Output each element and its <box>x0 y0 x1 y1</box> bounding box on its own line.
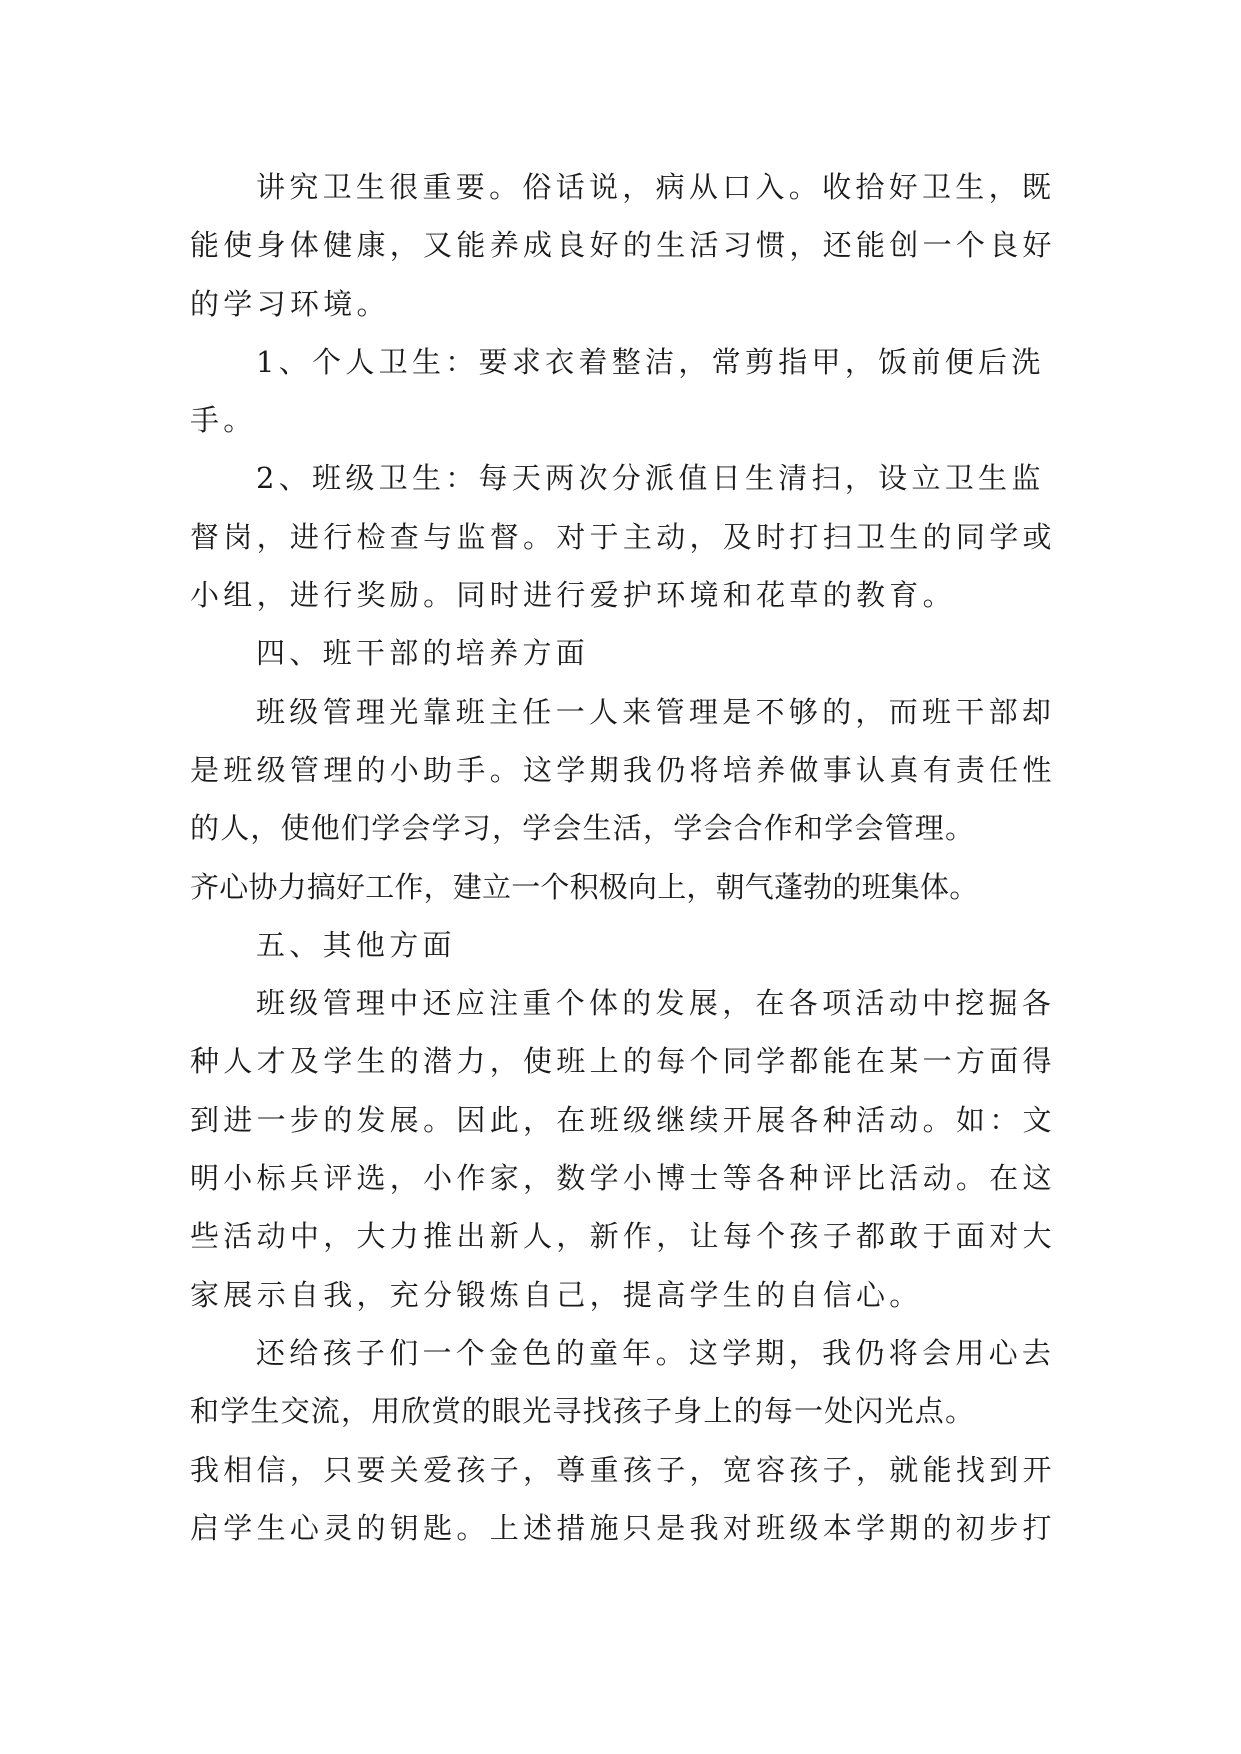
paragraph-line: 的人，使他们学会学习，学会生活，学会合作和学会管理。 <box>190 811 976 846</box>
paragraph-line: 的学习环境。 <box>190 286 390 321</box>
paragraph-line: 家展示自我，充分锻炼自己，提高学生的自信心。 <box>190 1277 923 1312</box>
document-body <box>190 158 1060 1557</box>
paragraph-line: 2、班级卫生：每天两次分派值日生清扫，设立卫生监 <box>256 461 1045 496</box>
paragraph-line: 班级管理光靠班主任一人来管理是不够的，而班干部却 <box>256 694 1056 729</box>
section-heading: 四、班干部的培养方面 <box>256 636 590 671</box>
paragraph-line: 我相信，只要关爱孩子，尊重孩子，宽容孩子，就能找到开 <box>190 1452 1056 1487</box>
paragraph-line: 班级管理中还应注重个体的发展，在各项活动中挖掘各 <box>256 986 1056 1021</box>
paragraph-line: 齐心协力搞好工作，建立一个积极向上，朝气蓬勃的班集体。 <box>190 869 979 904</box>
section-heading: 五、其他方面 <box>256 927 456 962</box>
paragraph-line: 小组，进行奖励。同时进行爱护环境和花草的教育。 <box>190 578 956 613</box>
paragraph-line: 手。 <box>190 403 257 438</box>
paragraph-line: 督岗，进行检查与监督。对于主动，及时打扫卫生的同学或 <box>190 519 1056 554</box>
paragraph-line: 些活动中，大力推出新人，新作，让每个孩子都敢于面对大 <box>190 1219 1056 1254</box>
paragraph-line: 讲究卫生很重要。俗话说，病从口入。收拾好卫生，既 <box>256 170 1056 204</box>
paragraph-line: 明小标兵评选，小作家，数学小博士等各种评比活动。在这 <box>190 1161 1056 1196</box>
paragraph-line: 是班级管理的小助手。这学期我仍将培养做事认真有责任性 <box>190 752 1056 787</box>
paragraph-line: 和学生交流，用欣赏的眼光寻找孩子身上的每一处闪光点。 <box>190 1394 976 1429</box>
paragraph-line: 种人才及学生的潜力，使班上的每个同学都能在某一方面得 <box>190 1044 1056 1079</box>
paragraph-line: 还给孩子们一个金色的童年。这学期，我仍将会用心去 <box>256 1335 1056 1370</box>
paragraph-line: 能使身体健康，又能养成良好的生活习惯，还能创一个良好 <box>190 228 1056 263</box>
paragraph-line: 到进一步的发展。因此，在班级继续开展各种活动。如：文 <box>190 1102 1056 1137</box>
paragraph-line: 1、个人卫生：要求衣着整洁，常剪指甲，饭前便后洗 <box>256 344 1045 379</box>
paragraph-line: 启学生心灵的钥匙。上述措施只是我对班级本学期的初步打 <box>190 1510 1056 1545</box>
